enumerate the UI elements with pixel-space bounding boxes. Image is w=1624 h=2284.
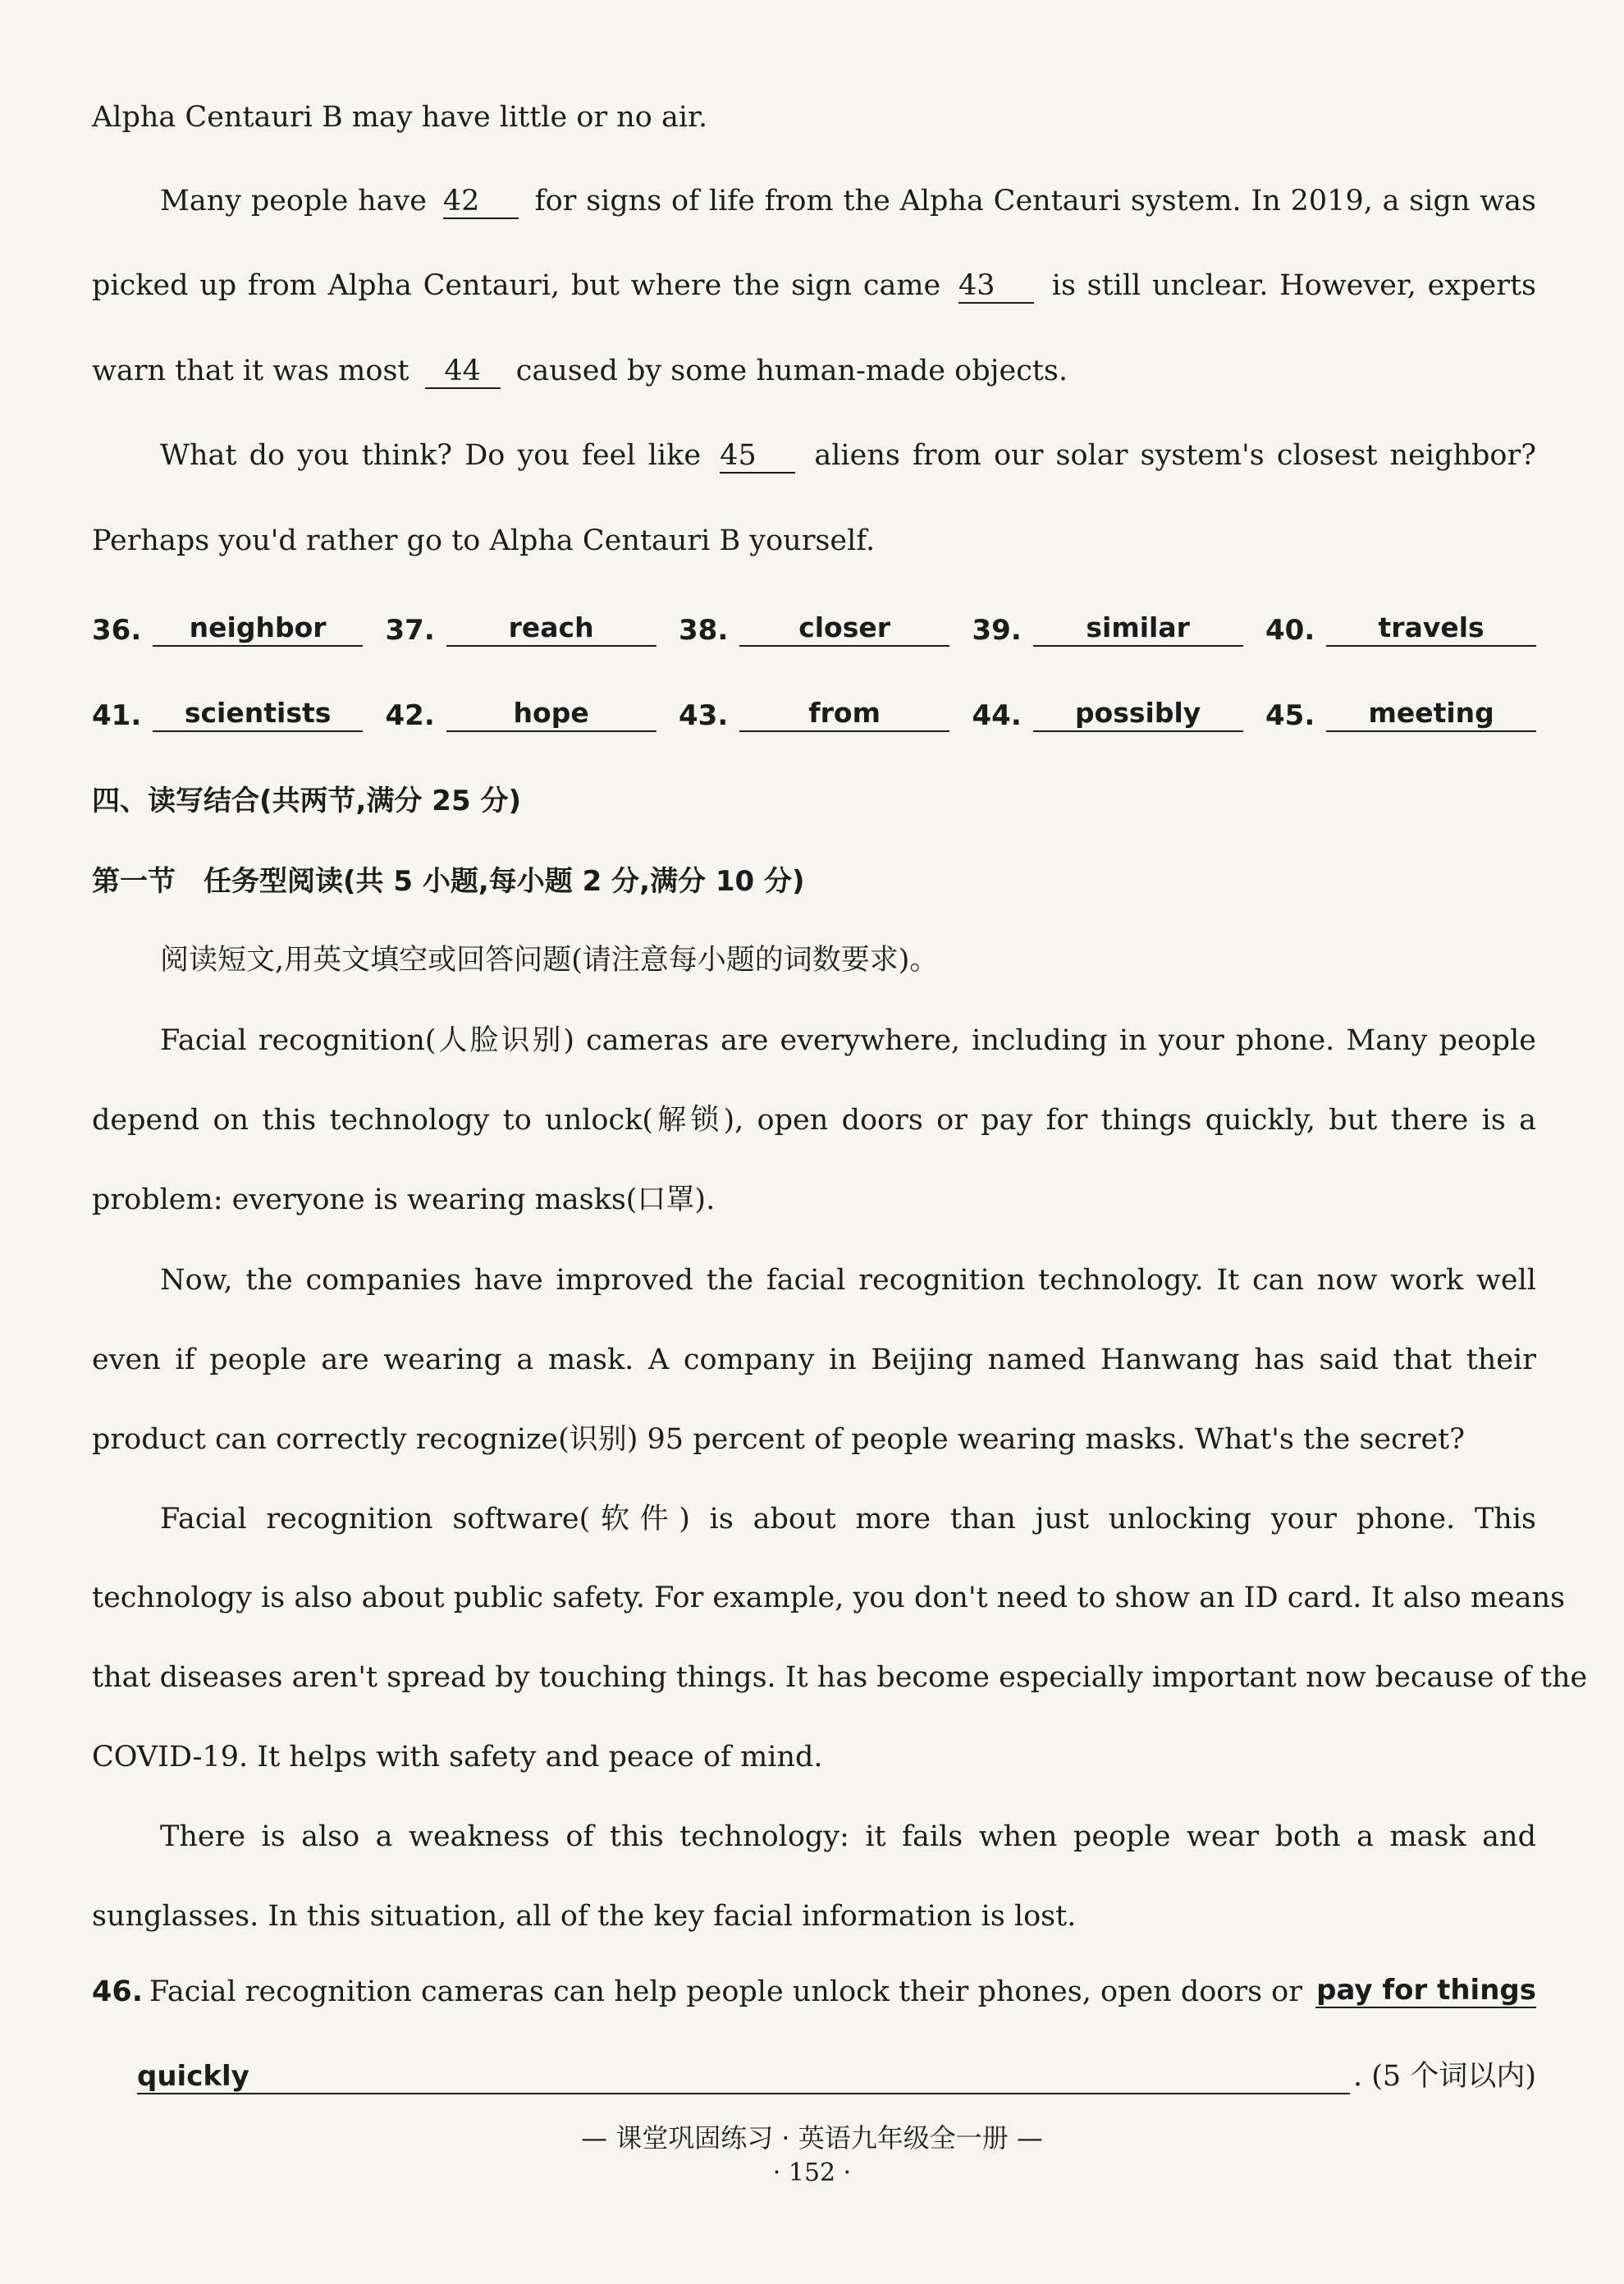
answer-number: 42. bbox=[385, 699, 435, 732]
passage-text: What do you think? Do you feel like bbox=[160, 439, 702, 472]
passage2-line7: Facial recognition software(软件) is about more than just unlocking your phone. This bbox=[160, 1503, 1536, 1536]
passage-text: Perhaps you'd rather go to Alpha Centauri B yourself. bbox=[92, 524, 876, 557]
passage2-line1: Facial recognition(人脸识别) cameras are everywhere, including in your phone. Many people bbox=[160, 1024, 1536, 1057]
passage2-line6: product can correctly recognize(识别) 95 percent of people wearing masks. What's the secret? bbox=[92, 1423, 1465, 1456]
blank-43: 43 bbox=[958, 269, 1034, 304]
part-title: 第一节 任务型阅读(共 5 小题,每小题 2 分,满分 10 分) bbox=[92, 865, 805, 898]
passage-text: caused by some human-made objects. bbox=[515, 355, 1068, 387]
answer-word: similar bbox=[1033, 611, 1243, 647]
passage2-line2: depend on this technology to unlock(解锁), open doors or pay for things quickly, but there is a bbox=[92, 1104, 1536, 1137]
passage-text: for signs of life from the Alpha Centauri system. In 2019, a sign was bbox=[534, 185, 1536, 217]
blank-45: 45 bbox=[720, 439, 795, 474]
blank-44: 44 bbox=[425, 355, 501, 389]
question-46-continued bbox=[92, 2053, 1536, 2094]
answer-39 bbox=[972, 611, 1243, 647]
answer-line-2: quickly bbox=[137, 2060, 1350, 2094]
instruction-text bbox=[160, 940, 1536, 981]
passage1-para3-line1 bbox=[160, 435, 1536, 476]
answer-number: 44. bbox=[972, 699, 1022, 732]
answer-word: travels bbox=[1326, 611, 1536, 647]
passage1-para2-line1 bbox=[160, 181, 1536, 222]
passage2-line9: that diseases aren't spread by touching things. It has become especially important now because of the bbox=[92, 1661, 1588, 1694]
answer-41 bbox=[92, 696, 363, 732]
answer-45 bbox=[1265, 696, 1536, 732]
passage-text: is still unclear. However, experts bbox=[1051, 269, 1536, 302]
passage2-line4: Now, the companies have improved the facial recognition technology. It can now work well bbox=[160, 1264, 1536, 1297]
answer-word: closer bbox=[739, 611, 949, 647]
question-46 bbox=[92, 1974, 1536, 2008]
answer-word: from bbox=[739, 696, 949, 732]
answer-line-1: pay for things bbox=[1316, 1974, 1536, 2007]
passage2-line11: There is also a weakness of this technology: it fails when people wear both a mask and bbox=[160, 1820, 1536, 1853]
answer-word: neighbor bbox=[153, 611, 363, 647]
answer-44 bbox=[972, 696, 1243, 732]
passage1-para3-line2 bbox=[92, 520, 1536, 561]
answer-row-2 bbox=[92, 683, 1536, 732]
answer-number: 39. bbox=[972, 614, 1022, 647]
passage1-para2-line2 bbox=[92, 265, 1536, 306]
answer-word: scientists bbox=[153, 696, 363, 732]
passage1-para2-line3 bbox=[92, 350, 1536, 391]
blank-42: 42 bbox=[443, 185, 519, 219]
answer-number: 38. bbox=[679, 614, 729, 647]
passage-text: picked up from Alpha Centauri, but where the sign came bbox=[92, 269, 941, 302]
answer-43 bbox=[679, 696, 949, 732]
answer-word: possibly bbox=[1033, 696, 1243, 732]
answer-36 bbox=[92, 611, 363, 647]
passage-text: Many people have bbox=[160, 185, 428, 217]
passage2-line3: problem: everyone is wearing masks(口罩). bbox=[92, 1183, 716, 1216]
passage-text: Alpha Centauri B may have little or no air. bbox=[92, 101, 708, 134]
answer-number: 43. bbox=[679, 699, 729, 732]
answer-number: 41. bbox=[92, 699, 142, 732]
answer-38 bbox=[679, 611, 949, 647]
passage2-line12: sunglasses. In this situation, all of the key facial information is lost. bbox=[92, 1900, 1077, 1933]
question-number: 46. bbox=[92, 1975, 144, 2008]
answer-40 bbox=[1265, 611, 1536, 647]
answer-word: hope bbox=[446, 696, 656, 732]
question-text: Facial recognition cameras can help people unlock their phones, open doors or bbox=[149, 1975, 1302, 2008]
answer-number: 36. bbox=[92, 614, 142, 647]
passage2-line8: technology is also about public safety. For example, you don't need to show an ID card. It also means bbox=[92, 1581, 1566, 1614]
passage2-line5: even if people are wearing a mask. A company in Beijing named Hanwang has said that their bbox=[92, 1343, 1536, 1376]
passage-text: aliens from our solar system's closest neighbor? bbox=[814, 439, 1536, 472]
answer-number: 40. bbox=[1265, 614, 1315, 647]
answer-number: 37. bbox=[385, 614, 435, 647]
answer-42 bbox=[386, 696, 656, 732]
page-number: · 152 · bbox=[772, 2158, 852, 2187]
footer-title: — 课堂巩固练习 · 英语九年级全一册 — bbox=[581, 2122, 1043, 2154]
answer-word: meeting bbox=[1326, 696, 1536, 732]
word-limit-note: . (5 个词以内) bbox=[1353, 2060, 1536, 2093]
answer-number: 45. bbox=[1265, 699, 1315, 732]
passage2-line10: COVID-19. It helps with safety and peace of mind. bbox=[92, 1741, 823, 1774]
passage1-line1 bbox=[92, 97, 1536, 138]
answer-37 bbox=[386, 611, 656, 647]
passage-text: 阅读短文,用英文填空或回答问题(请注意每小题的词数要求)。 bbox=[160, 944, 939, 977]
answer-row-1 bbox=[92, 597, 1536, 647]
section-title: 四、读写结合(共两节,满分 25 分) bbox=[92, 785, 521, 817]
answer-word: reach bbox=[446, 611, 656, 647]
passage-text: warn that it was most bbox=[92, 355, 409, 387]
